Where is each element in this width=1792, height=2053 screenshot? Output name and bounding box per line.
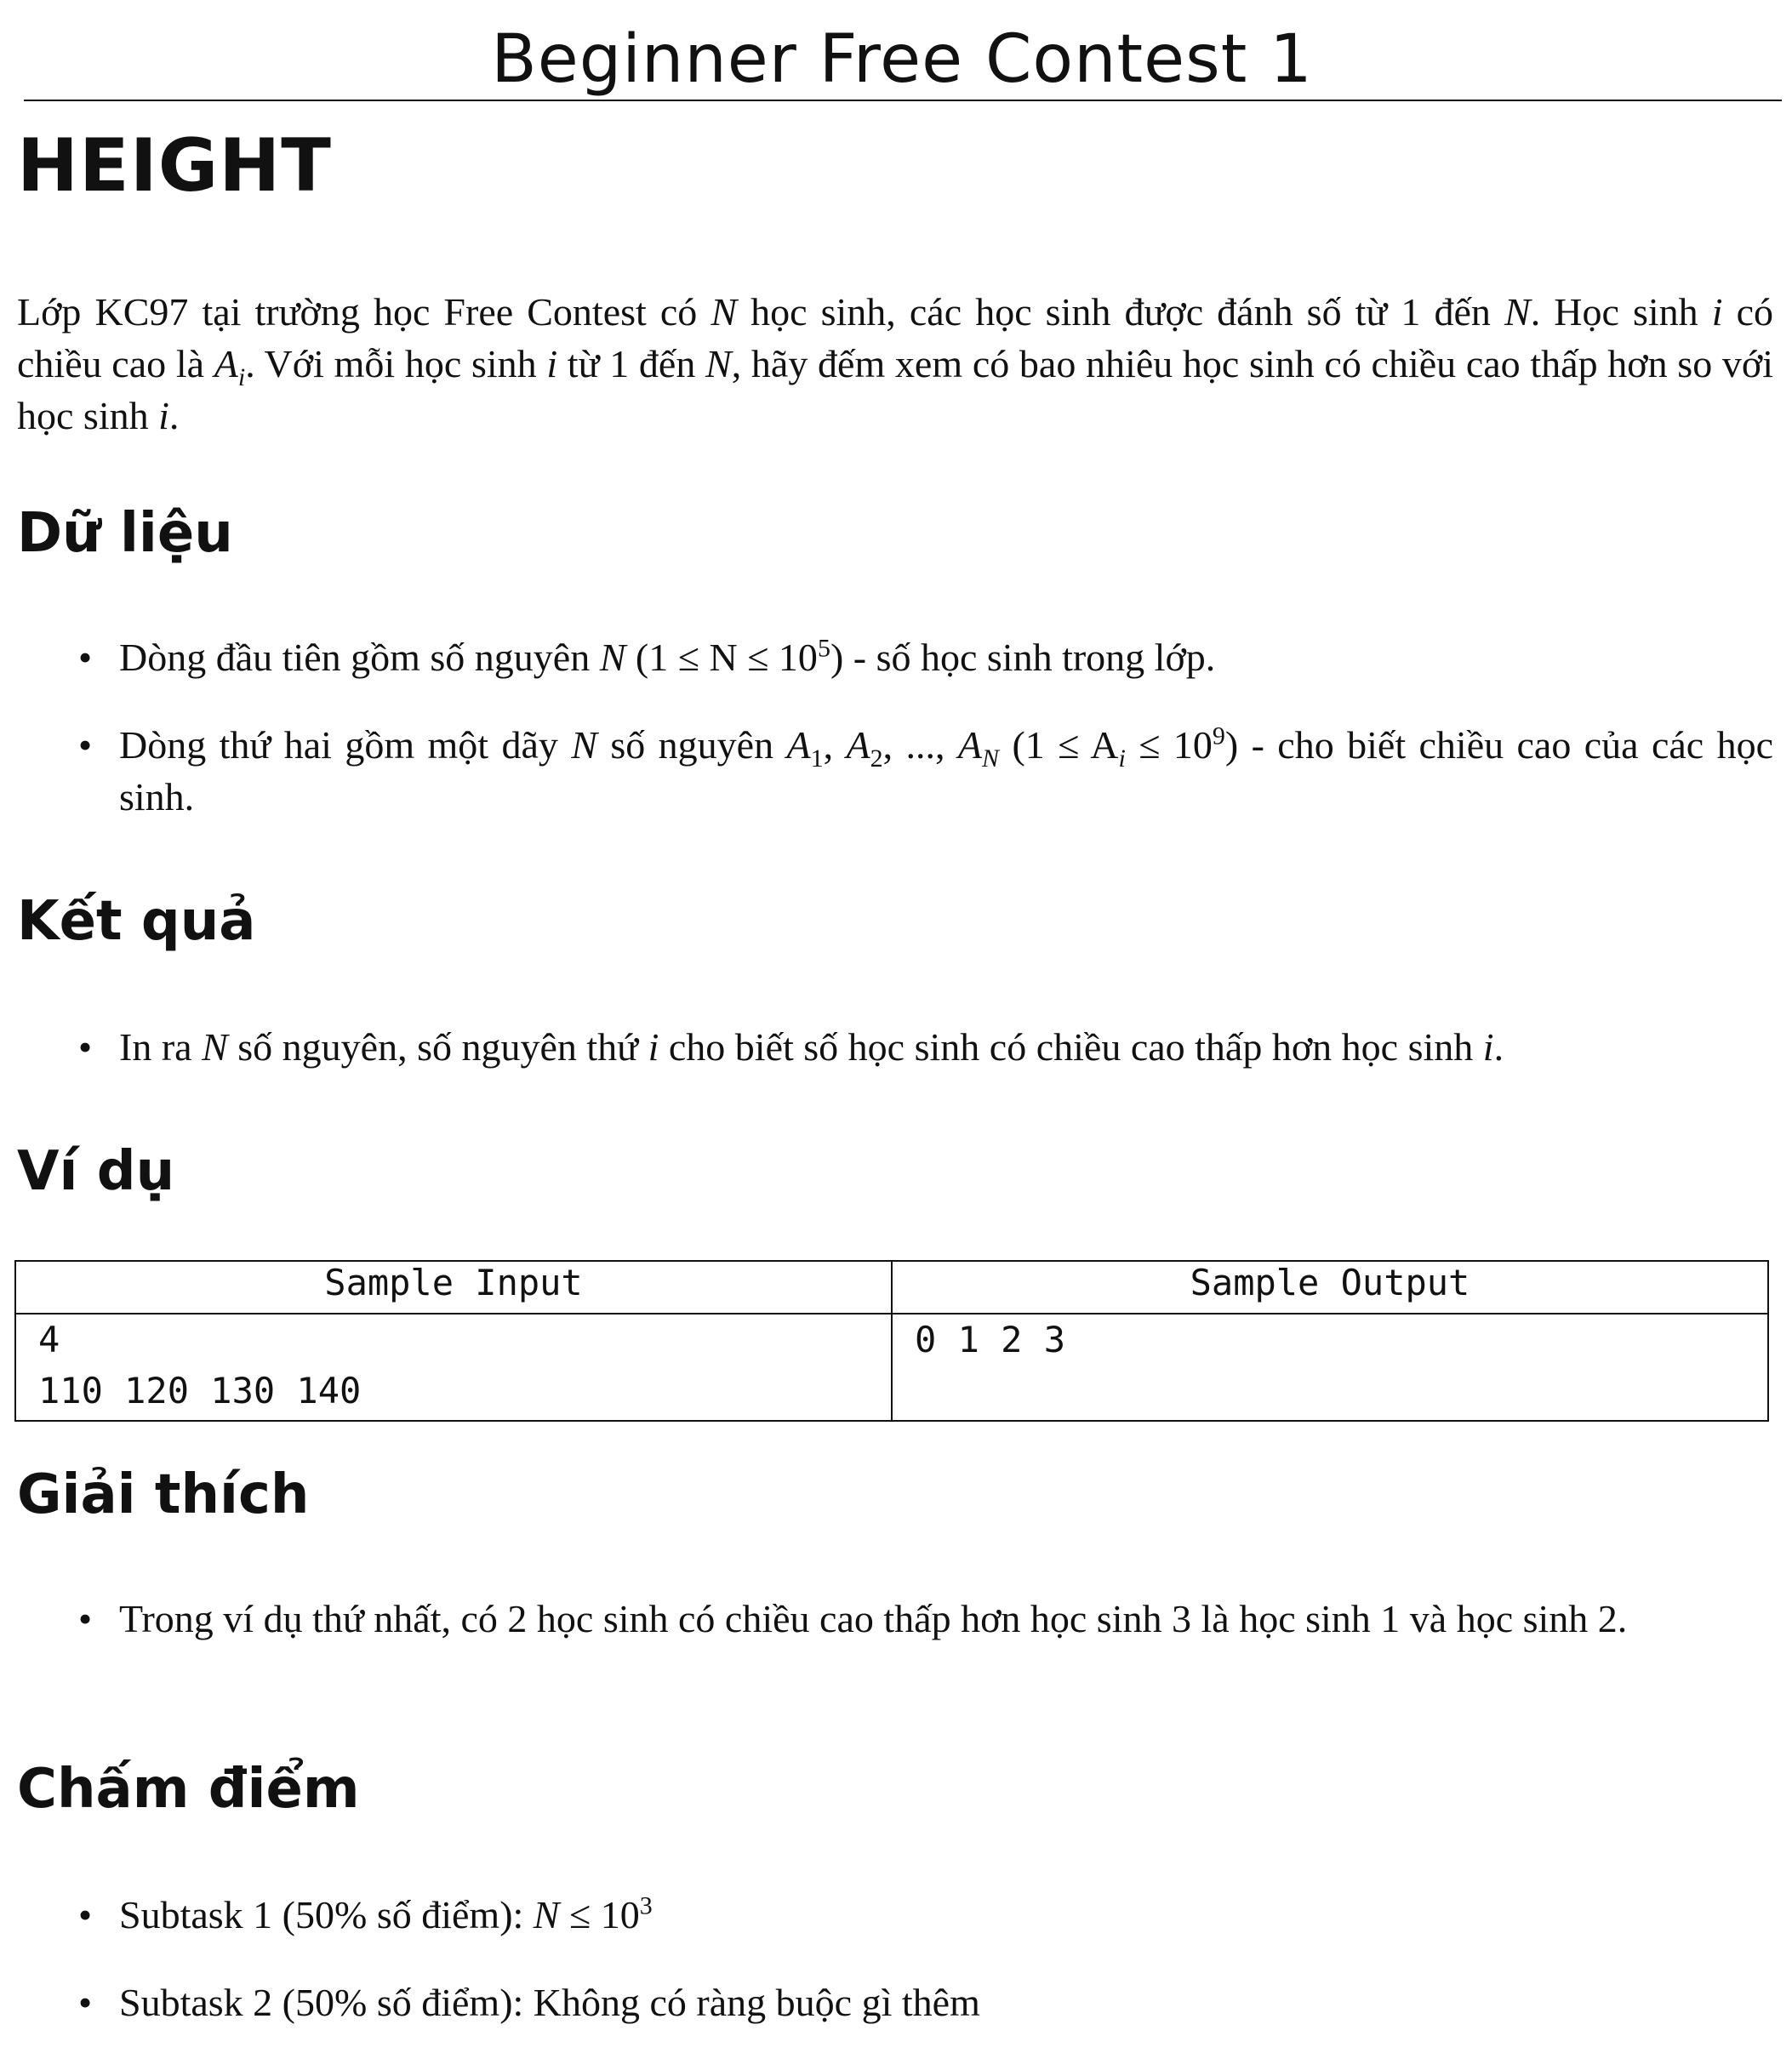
section-heading-output: Kết quả [17,890,256,953]
sample-input-line: 4 [38,1319,60,1360]
bullet-icon: • [78,1981,93,2024]
bullet-icon: • [78,1597,93,1640]
sample-input-cell [15,1314,892,1421]
sample-input-line: 110 120 130 140 [38,1370,362,1411]
list-item: • Subtask 1 (50% số điểm): $N \le 10^3$ [0,1889,1773,1941]
section-heading-input: Dữ liệu [17,502,233,565]
problem-statement: Lớp KC97 tại trường học Free Contest có N học sinh, các học sinh được đánh số từ 1 đến N. Học sinh i có chiều cao là $A_i$. Với mỗi học sinh i từ 1 đến N, hãy đếm xem có bao nhiêu học sinh có chiều cao thấp hơn so với học sinh i. [17,290,1774,437]
list-item: • Dòng thứ hai gồm một dãy N số nguyên $A_1$, $A_2$, ..., $A_N$ $(1 \le A_i \le 10^9)$ - cho biết chiều cao của các học sinh. [0,719,1773,823]
bullet-icon: • [78,1893,93,1936]
list-item: • Dòng đầu tiên gồm số nguyên N $(1 \le N \le 10^5)$ - số học sinh trong lớp. [0,631,1773,683]
list-item: • Trong ví dụ thứ nhất, có 2 học sinh có chiều cao thấp hơn học sinh 3 là học sinh 1 và học sinh 2. [0,1593,1773,1645]
bullet-icon: • [78,636,93,679]
section-heading-explanation: Giải thích [17,1463,310,1526]
table-row [15,1314,1768,1421]
sample-input-header: Sample Input [15,1261,892,1314]
output-spec-list [0,1021,1773,1073]
sample-output-header: Sample Output [892,1261,1768,1314]
input-spec-list [0,631,1773,823]
problem-title: HEIGHT [17,123,332,208]
section-heading-scoring: Chấm điểm [17,1758,360,1821]
bullet-icon: • [78,1025,93,1069]
explanation-list [0,1593,1773,1645]
list-item: • Subtask 2 (50% số điểm): Không có ràng buộc gì thêm [0,1976,1773,2028]
list-item: • In ra N số nguyên, số nguyên thứ i cho biết số học sinh có chiều cao thấp hơn học sinh i. [0,1021,1773,1073]
sample-table [14,1260,1769,1422]
sample-output-cell [892,1314,1768,1421]
section-heading-example: Ví dụ [17,1140,175,1203]
title-divider [24,100,1782,101]
bullet-icon: • [78,723,93,767]
table-header-row [15,1261,1768,1314]
scoring-list [0,1889,1773,2028]
contest-title: Beginner Free Contest 1 [491,21,1313,98]
sample-output-line: 0 1 2 3 [915,1319,1066,1360]
